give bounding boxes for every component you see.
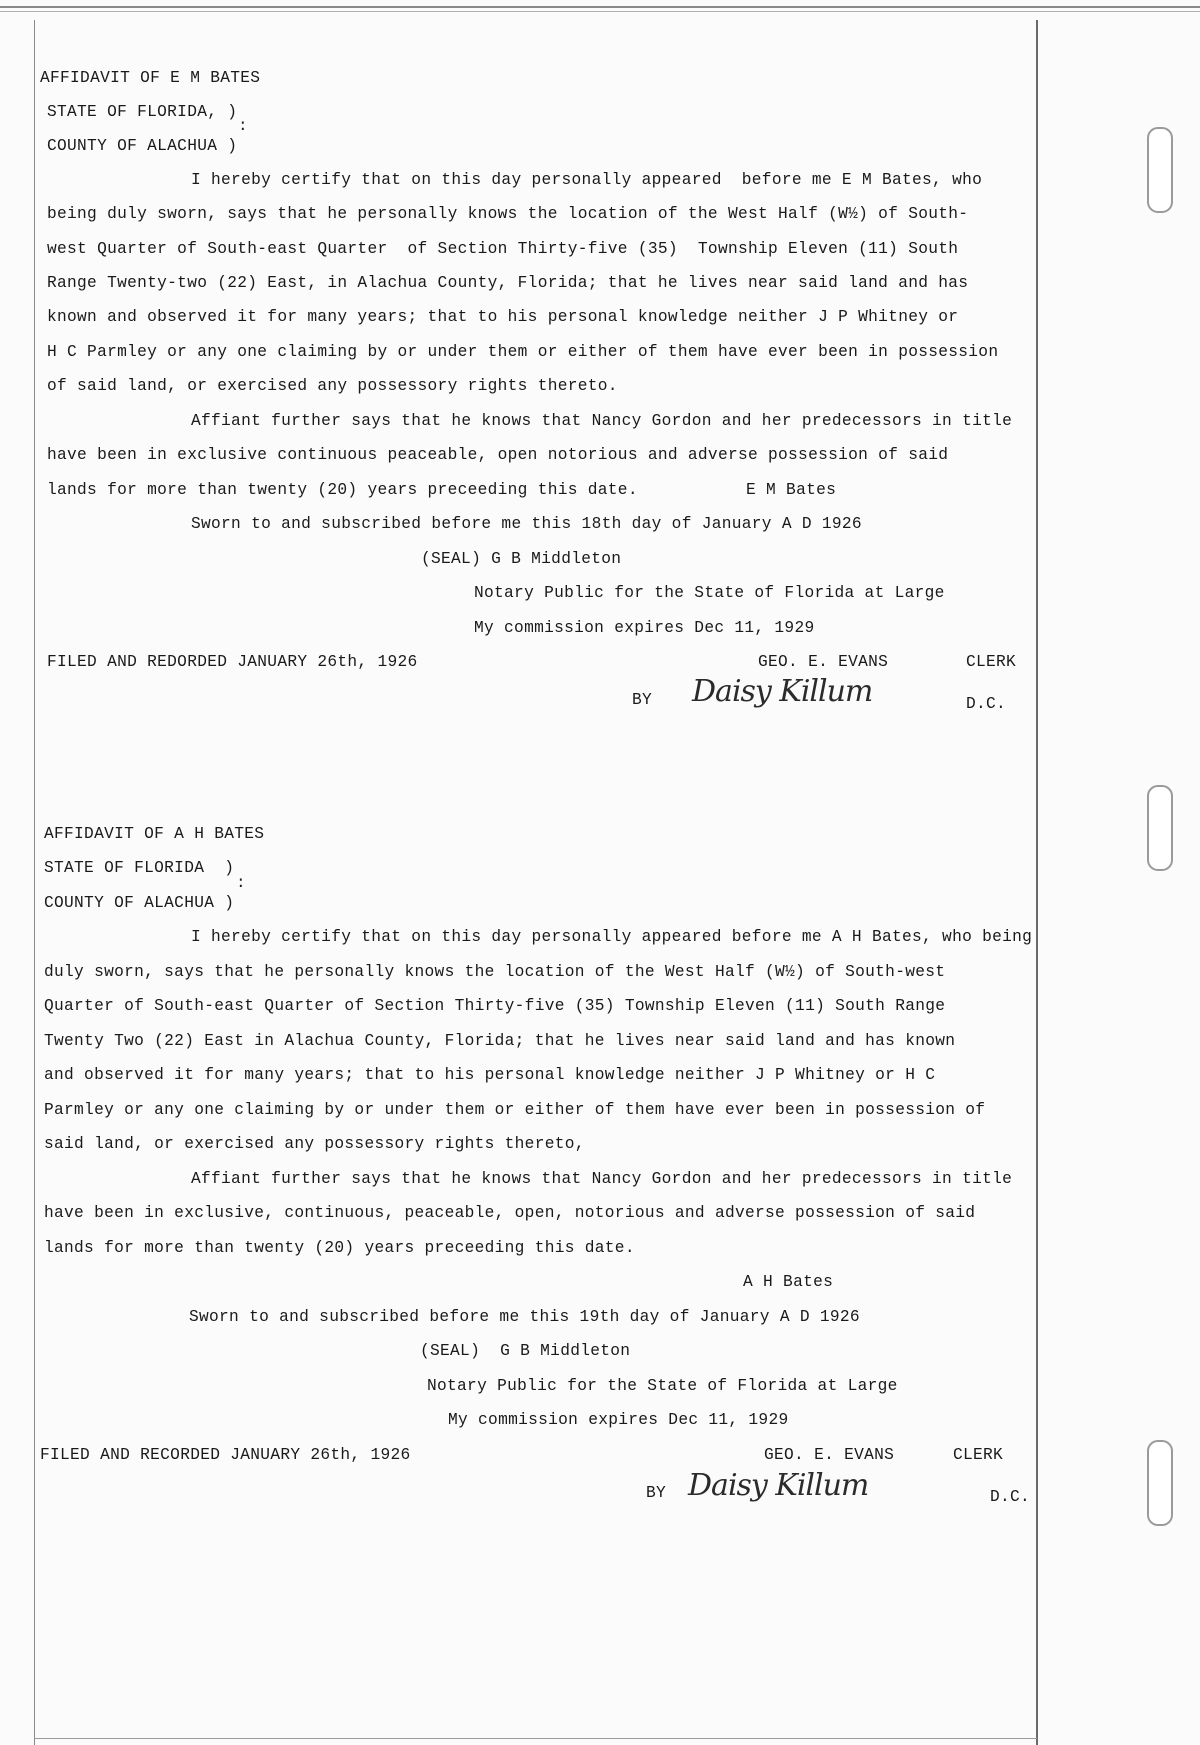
clerk-title: CLERK [966, 653, 1017, 671]
jurat: Sworn to and subscribed before me this 18th day of January A D 1926 [191, 515, 862, 533]
body-line: I hereby certify that on this day personally appeared before me A H Bates, who being [191, 928, 1033, 946]
notary-commission: My commission expires Dec 11, 1929 [474, 619, 815, 637]
notary-seal: (SEAL) G B Middleton [420, 1342, 631, 1360]
state-heading: STATE OF FLORIDA ) [44, 859, 235, 877]
affidavit-title: AFFIDAVIT OF E M BATES [40, 69, 261, 87]
venue-colon: : [238, 117, 248, 135]
body-line: known and observed it for many years; that to his personal knowledge neither J P Whitney or [47, 308, 959, 326]
deputy-clerk-signature: Daisy Killum [692, 674, 873, 709]
affiant-signature: E M Bates [746, 481, 837, 499]
body-line: duly sworn, says that he personally knows the location of the West Half (W½) of South-west [44, 963, 946, 981]
county-heading: COUNTY OF ALACHUA ) [47, 137, 238, 155]
body-line: Range Twenty-two (22) East, in Alachua County, Florida; that he lives near said land and has [47, 274, 969, 292]
by-label: BY [646, 1484, 667, 1502]
top-rule [0, 6, 1200, 8]
filing-note: FILED AND RECORDED JANUARY 26th, 1926 [40, 1446, 411, 1464]
notary-title: Notary Public for the State of Florida at Large [474, 584, 945, 602]
jurat: Sworn to and subscribed before me this 19th day of January A D 1926 [189, 1308, 860, 1326]
by-label: BY [632, 691, 653, 709]
right-margin-line [1036, 20, 1038, 1745]
notary-seal: (SEAL) G B Middleton [421, 550, 622, 568]
body-line: Quarter of South-east Quarter of Section Thirty-five (35) Township Eleven (11) South Range [44, 997, 946, 1015]
body-line: west Quarter of South-east Quarter of Section Thirty-five (35) Township Eleven (11) South [47, 240, 959, 258]
top-rule-thin [0, 11, 1200, 12]
county-heading: COUNTY OF ALACHUA ) [44, 894, 235, 912]
binder-hole-top [1147, 127, 1173, 213]
body-line: have been in exclusive, continuous, peaceable, open, notorious and adverse possession of said [44, 1204, 976, 1222]
notary-commission: My commission expires Dec 11, 1929 [448, 1411, 789, 1429]
affiant-signature: A H Bates [743, 1273, 834, 1291]
body-line: Affiant further says that he knows that Nancy Gordon and her predecessors in title [191, 1170, 1013, 1188]
body-line: said land, or exercised any possessory rights thereto, [44, 1135, 585, 1153]
left-margin-line [34, 20, 35, 1745]
body-line: Affiant further says that he knows that Nancy Gordon and her predecessors in title [191, 412, 1013, 430]
affidavit-title: AFFIDAVIT OF A H BATES [44, 825, 265, 843]
body-line: and observed it for many years; that to his personal knowledge neither J P Whitney or H C [44, 1066, 936, 1084]
deputy-clerk-label: D.C. [966, 695, 1007, 713]
body-line: lands for more than twenty (20) years preceeding this date. [47, 481, 638, 499]
body-line: I hereby certify that on this day personally appeared before me E M Bates, who [191, 171, 983, 189]
body-line: H C Parmley or any one claiming by or under them or either of them have ever been in possession [47, 343, 999, 361]
filing-note: FILED AND REDORDED JANUARY 26th, 1926 [47, 653, 418, 671]
notary-title: Notary Public for the State of Florida at Large [427, 1377, 898, 1395]
clerk-name: GEO. E. EVANS [758, 653, 889, 671]
body-line: Parmley or any one claiming by or under them or either of them have ever been in possession of [44, 1101, 986, 1119]
deputy-clerk-signature: Daisy Killum [688, 1468, 869, 1503]
clerk-title: CLERK [953, 1446, 1004, 1464]
body-line: lands for more than twenty (20) years preceeding this date. [44, 1239, 635, 1257]
clerk-name: GEO. E. EVANS [764, 1446, 895, 1464]
body-line: of said land, or exercised any possessory rights thereto. [47, 377, 618, 395]
bottom-margin-line [34, 1738, 1037, 1739]
body-line: Twenty Two (22) East in Alachua County, Florida; that he lives near said land and has known [44, 1032, 956, 1050]
venue-colon: : [236, 874, 246, 892]
body-line: being duly sworn, says that he personally knows the location of the West Half (W½) of South- [47, 205, 969, 223]
state-heading: STATE OF FLORIDA, ) [47, 103, 238, 121]
binder-hole-bottom [1147, 1440, 1173, 1526]
body-line: have been in exclusive continuous peaceable, open notorious and adverse possession of said [47, 446, 949, 464]
binder-hole-middle [1147, 785, 1173, 871]
deputy-clerk-label: D.C. [990, 1488, 1031, 1506]
